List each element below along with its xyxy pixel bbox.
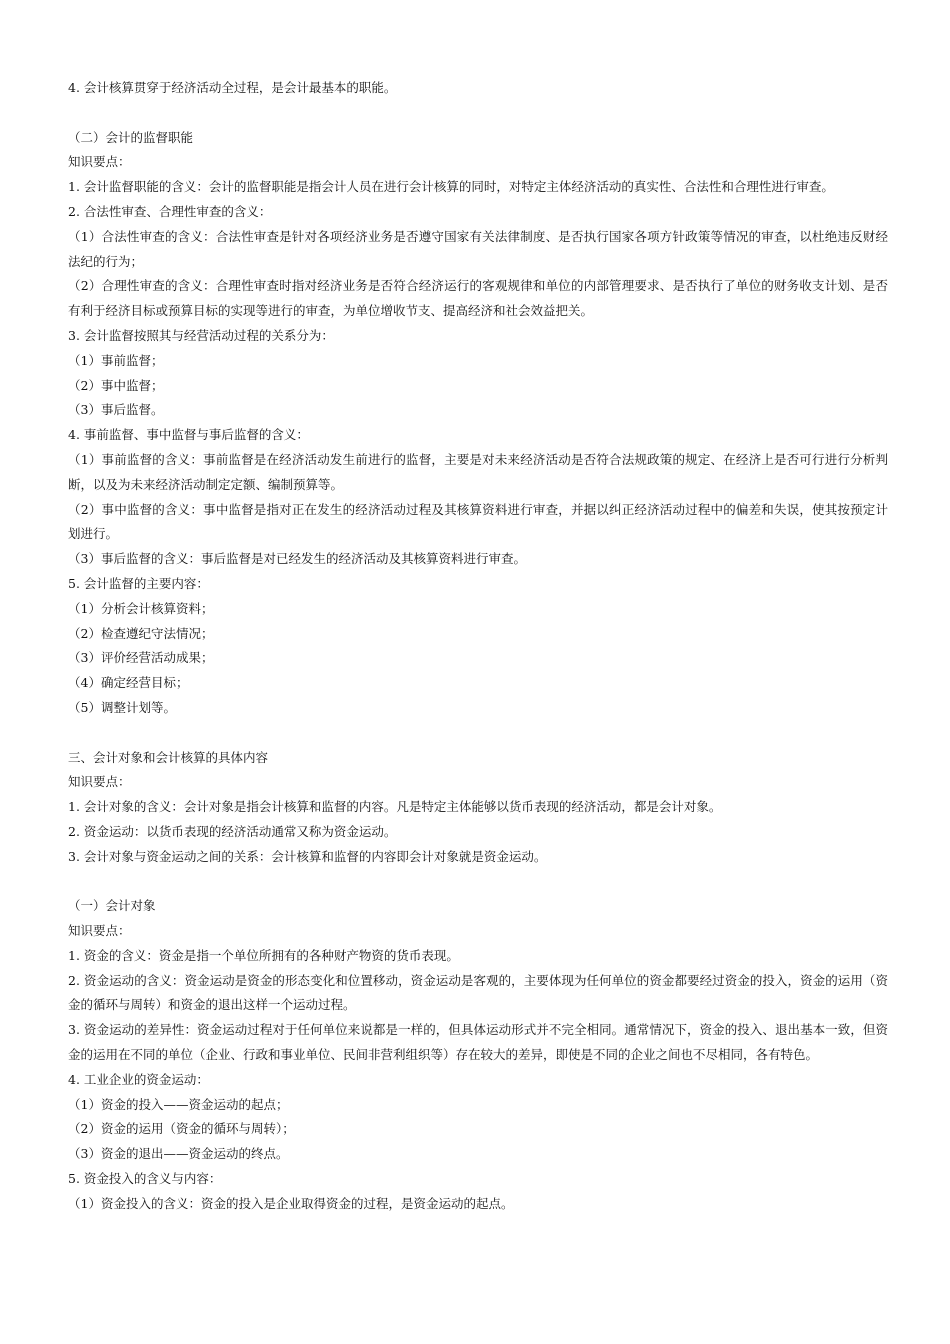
text-line: 3. 会计监督按照其与经营活动过程的关系分为： — [68, 327, 334, 343]
text-line: （2）检查遵纪守法情况； — [68, 625, 214, 641]
text-line: （1）分析会计核算资料； — [68, 600, 214, 616]
text-line: 5. 资金投入的含义与内容： — [68, 1171, 222, 1187]
text-line: （2）资金的运用（资金的循环与周转）； — [68, 1121, 295, 1137]
section-heading: 三、会计对象和会计核算的具体内容 — [68, 749, 269, 765]
blank-line — [68, 721, 888, 746]
text-line: 2. 资金运动：以货币表现的经济活动通常又称为资金运动。 — [68, 823, 397, 839]
text-line: 1. 会计对象的含义：会计对象是指会计核算和监督的内容。凡是特定主体能够以货币表现的经济活动，都是会计对象。 — [68, 799, 722, 815]
text-line: （1）资金的投入——资金运动的起点； — [68, 1096, 289, 1112]
text-line: （2）事中监督的含义：事中监督是指对正在发生的经济活动过程及其核算资料进行审查，并据以纠正经济活动过程中的偏差和失误，使其按预定计划进行。 — [68, 501, 888, 542]
blank-line — [68, 870, 888, 895]
blank-line — [68, 101, 888, 126]
text-line: 3. 会计对象与资金运动之间的关系：会计核算和监督的内容即会计对象就是资金运动。 — [68, 848, 547, 864]
text-line: 4. 工业企业的资金运动： — [68, 1071, 209, 1087]
text-line: （3）事后监督。 — [68, 402, 164, 418]
text-line: 1. 会计监督职能的含义：会计的监督职能是指会计人员在进行会计核算的同时，对特定主体经济活动的真实性、合法性和合理性进行审查。 — [68, 179, 834, 195]
section-heading: （一）会计对象 — [68, 898, 156, 914]
text-line: （3）事后监督的含义：事后监督是对已经发生的经济活动及其核算资料进行审查。 — [68, 551, 526, 567]
text-line: 4. 会计核算贯穿于经济活动全过程，是会计最基本的职能。 — [68, 80, 397, 95]
text-line: （3）资金的退出——资金运动的终点。 — [68, 1146, 289, 1162]
text-line: （2）事中监督； — [68, 377, 164, 393]
text-line: 知识要点： — [68, 923, 131, 939]
text-line: 5. 会计监督的主要内容： — [68, 575, 209, 591]
document-page — [68, 76, 888, 1217]
text-line: （1）事前监督的含义：事前监督是在经济活动发生前进行的监督，主要是对未来经济活动是否符合法规政策的规定、在经济上是否可行进行分析判断，以及为未来经济活动制定定额、编制预算等。 — [68, 451, 888, 492]
text-line: （2）合理性审查的含义：合理性审查时指对经济业务是否符合经济运行的客观规律和单位的内部管理要求、是否执行了单位的财务收支计划、是否有利于经济目标或预算目标的实现等进行的审查，为单位增收节支、提高经济和社会效益把关。 — [68, 278, 888, 319]
text-line: （1）合法性审查的含义：合法性审查是针对各项经济业务是否遵守国家有关法律制度、是否执行国家各项方针政策等情况的审查，以杜绝违反财经法纪的行为； — [68, 228, 888, 269]
text-line: （4）确定经营目标； — [68, 675, 189, 691]
text-line: 4. 事前监督、事中监督与事后监督的含义： — [68, 427, 309, 443]
text-line: （5）调整计划等。 — [68, 699, 176, 715]
text-line: 1. 资金的含义：资金是指一个单位所拥有的各种财产物资的货币表现。 — [68, 947, 459, 963]
text-line: 2. 合法性审查、合理性审查的含义： — [68, 203, 272, 219]
text-line: （1）事前监督； — [68, 352, 164, 368]
text-line: （3）评价经营活动成果； — [68, 650, 214, 666]
text-line: 2. 资金运动的含义：资金运动是资金的形态变化和位置移动，资金运动是客观的，主要体现为任何单位的资金都要经过资金的投入，资金的运用（资金的循环与周转）和资金的退出这样一个运动过程。 — [68, 972, 888, 1013]
text-line: 知识要点： — [68, 154, 131, 170]
text-line: （1）资金投入的含义：资金的投入是企业取得资金的过程，是资金运动的起点。 — [68, 1195, 514, 1211]
text-line: 3. 资金运动的差异性：资金运动过程对于任何单位来说都是一样的，但具体运动形式并不完全相同。通常情况下，资金的投入、退出基本一致，但资金的运用在不同的单位（企业、行政和事业单位、民间非营利组织等）存在较大的差异，即使是不同的企业之间也不尽相同，各有特色。 — [68, 1022, 888, 1063]
text-line: 知识要点： — [68, 774, 131, 790]
section-heading: （二）会计的监督职能 — [68, 129, 194, 145]
